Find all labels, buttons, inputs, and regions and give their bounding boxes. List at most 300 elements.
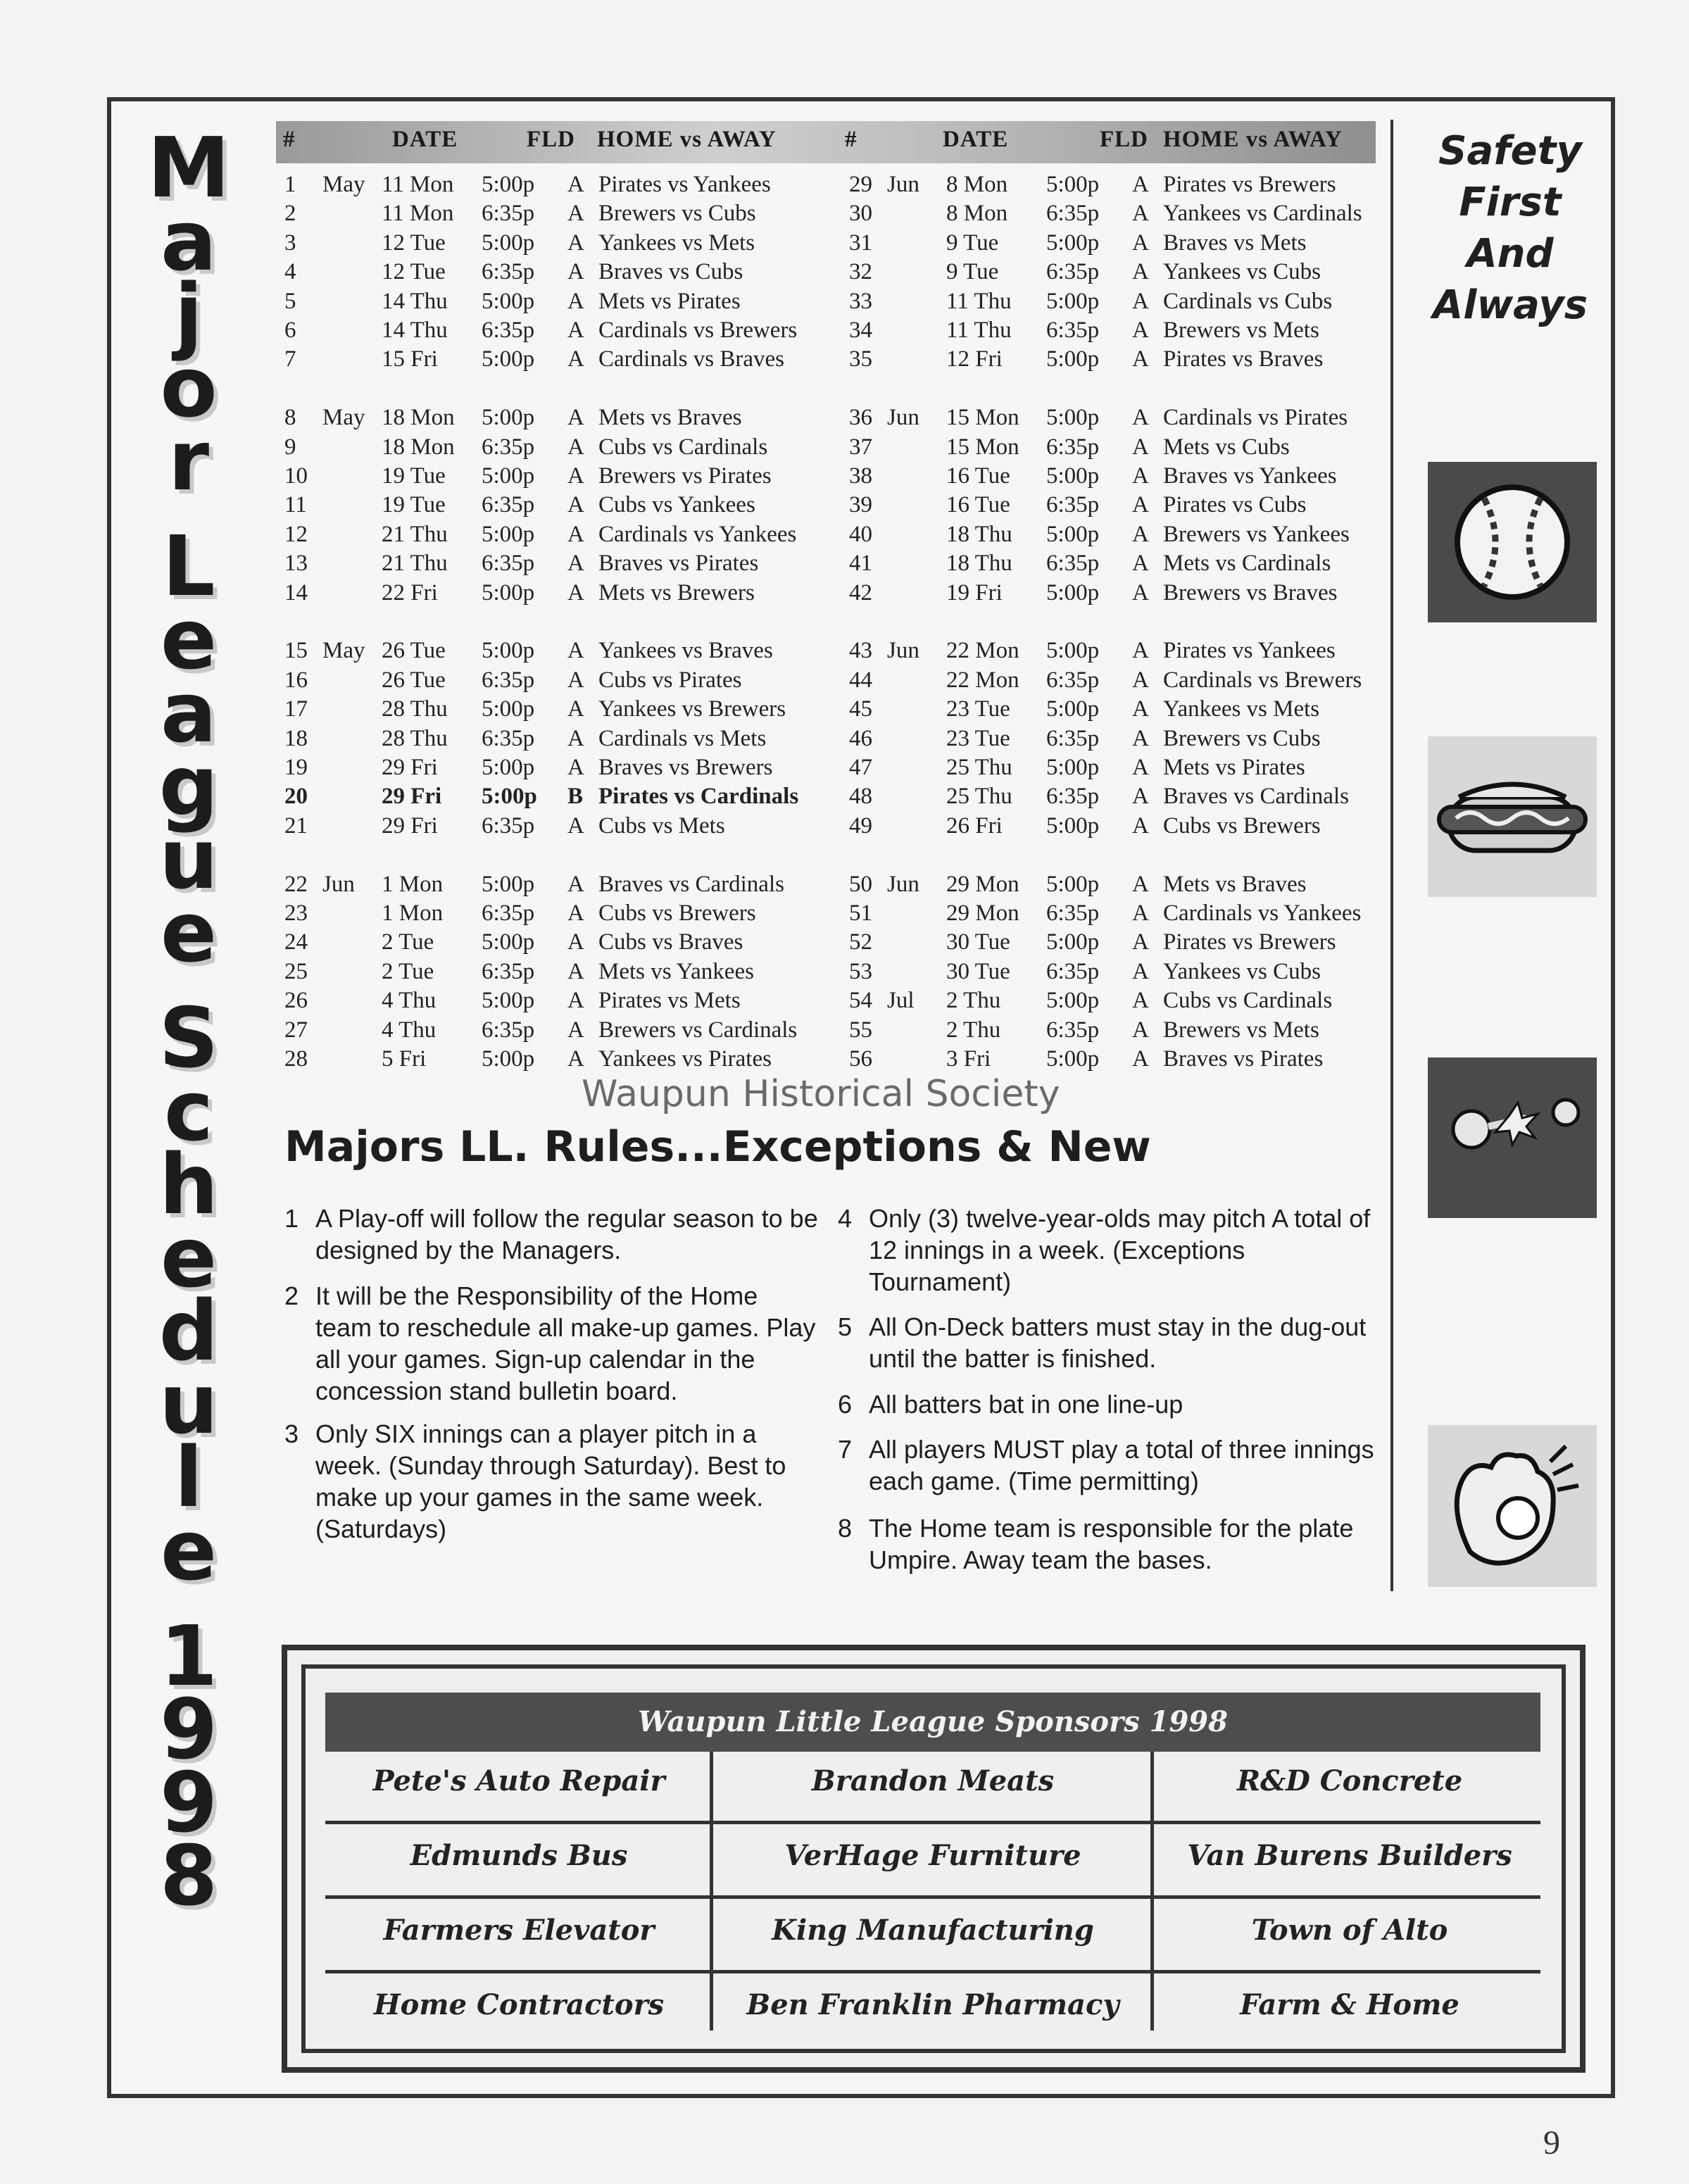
game-time: 6:35p: [1046, 725, 1100, 751]
game-field: A: [567, 958, 584, 984]
game-field: A: [1132, 929, 1149, 955]
rule-number: 3: [284, 1419, 299, 1448]
game-number: 45: [849, 696, 872, 722]
game-time: 6:35p: [1046, 259, 1100, 285]
sponsor-name: Edmunds Bus: [410, 1839, 628, 1872]
rule-item: [838, 1433, 1380, 1497]
game-matchup: Mets vs Cubs: [1163, 434, 1290, 460]
game-number: 29: [849, 172, 872, 197]
game-field: A: [567, 346, 584, 372]
game-number: 30: [849, 201, 872, 227]
header-homeaway-left: HOME vs AWAY: [597, 127, 777, 152]
game-matchup: Brewers vs Mets: [1163, 318, 1319, 343]
game-field: A: [567, 696, 584, 722]
game-matchup: Cubs vs Pirates: [598, 667, 742, 693]
game-field: A: [1132, 1017, 1149, 1043]
game-matchup: Mets vs Cardinals: [1163, 551, 1331, 577]
game-time: 5:00p: [482, 288, 535, 314]
rule-item: [838, 1388, 1380, 1420]
game-date: 18 Mon: [382, 405, 455, 431]
game-number: 56: [849, 1046, 872, 1072]
game-time: 5:00p: [482, 638, 535, 664]
game-matchup: Cardinals vs Braves: [598, 346, 784, 372]
game-field: A: [567, 434, 584, 460]
game-matchup: Braves vs Yankees: [1163, 463, 1337, 489]
title-letter: u: [158, 1355, 218, 1452]
game-matchup: Pirates vs Mets: [598, 988, 741, 1014]
rule-item: [838, 1512, 1380, 1576]
game-time: 6:35p: [1046, 958, 1100, 984]
sponsor-name: Ben Franklin Pharmacy: [746, 1988, 1119, 2021]
game-date: 26 Fri: [946, 812, 1003, 839]
game-time: 6:35p: [1046, 201, 1100, 227]
game-matchup: Brewers vs Pirates: [598, 463, 772, 489]
sponsor-name: King Manufacturing: [772, 1914, 1094, 1947]
sponsor-name: Van Burens Builders: [1187, 1839, 1512, 1872]
game-matchup: Brewers vs Yankees: [1163, 521, 1350, 547]
game-time: 5:00p: [1046, 929, 1100, 955]
game-date: 12 Tue: [382, 259, 446, 285]
title-letter: a: [161, 664, 217, 761]
safety-line: Safety: [1438, 128, 1582, 174]
game-field: A: [1132, 900, 1149, 926]
game-field: A: [1132, 755, 1149, 780]
game-field: A: [1132, 958, 1149, 984]
game-field: A: [567, 288, 584, 314]
rule-item: [838, 1311, 1380, 1374]
sponsor-name: R&D Concrete: [1236, 1764, 1463, 1797]
game-time: 6:35p: [482, 725, 535, 751]
game-date: 8 Mon: [946, 201, 1008, 227]
game-matchup: Cubs vs Braves: [598, 929, 743, 955]
game-time: 5:00p: [1046, 346, 1100, 372]
game-time: 5:00p: [482, 172, 535, 197]
game-field: A: [567, 201, 584, 227]
game-date: 2 Thu: [946, 1017, 1001, 1043]
rule-number: 8: [838, 1514, 853, 1543]
game-number: 19: [284, 755, 308, 780]
game-field: A: [567, 405, 584, 431]
glove-icon: [1428, 1425, 1597, 1587]
game-matchup: Mets vs Braves: [1163, 871, 1307, 897]
game-field: A: [1132, 579, 1149, 605]
game-matchup: Brewers vs Cubs: [598, 201, 756, 227]
game-time: 5:00p: [482, 463, 535, 489]
game-matchup: Braves vs Cardinals: [1163, 784, 1349, 810]
sponsor-divider: [325, 1895, 1540, 1899]
game-date: 11 Thu: [946, 318, 1012, 343]
game-time: 6:35p: [1046, 667, 1100, 693]
game-date: 26 Tue: [382, 667, 446, 693]
game-number: 46: [849, 725, 872, 751]
game-time: 6:35p: [1046, 318, 1100, 343]
game-field: A: [1132, 230, 1149, 256]
game-matchup: Mets vs Pirates: [1163, 755, 1305, 780]
game-number: 23: [284, 900, 308, 926]
game-number: 2: [284, 201, 296, 227]
game-month: Jun: [887, 405, 919, 431]
game-date: 22 Mon: [946, 667, 1019, 693]
game-date: 29 Mon: [946, 871, 1019, 897]
rule-number: 5: [838, 1312, 853, 1341]
game-number: 26: [284, 988, 308, 1014]
safety-line: Always: [1432, 282, 1588, 328]
game-date: 28 Thu: [382, 725, 448, 751]
game-number: 25: [284, 958, 308, 984]
title-letter: 9: [159, 1754, 218, 1851]
game-number: 44: [849, 667, 872, 693]
game-matchup: Yankees vs Braves: [598, 638, 773, 664]
game-number: 49: [849, 812, 872, 839]
rule-text: It will be the Responsibility of the Home team to reschedule all make-up games. Play all your games. Sign-up calendar in the concession stand bulletin board.: [315, 1281, 816, 1405]
game-time: 5:00p: [1046, 638, 1100, 664]
game-date: 28 Thu: [382, 696, 448, 722]
game-time: 6:35p: [482, 551, 535, 577]
game-number: 37: [849, 434, 872, 460]
game-number: 39: [849, 492, 872, 518]
game-number: 34: [849, 318, 872, 343]
rule-text: All players MUST play a total of three innings each game. (Time permitting): [869, 1435, 1374, 1495]
game-field: A: [567, 230, 584, 256]
game-matchup: Yankees vs Mets: [1163, 696, 1320, 722]
column-divider: [1390, 120, 1393, 1591]
title-letter: 8: [159, 1827, 218, 1924]
game-time: 5:00p: [482, 1046, 535, 1072]
game-matchup: Brewers vs Cubs: [1163, 725, 1321, 751]
game-number: 6: [284, 318, 296, 343]
watermark: Waupun Historical Society: [582, 1073, 1060, 1115]
rule-item: [284, 1418, 820, 1545]
game-matchup: Cardinals vs Pirates: [1163, 405, 1348, 431]
sponsor-name: Farmers Elevator: [383, 1914, 655, 1947]
game-field: A: [1132, 492, 1149, 518]
page-number: 9: [1543, 2124, 1560, 2161]
game-matchup: Cubs vs Yankees: [598, 492, 755, 518]
game-number: 51: [849, 900, 872, 926]
game-time: 6:35p: [1046, 784, 1100, 810]
game-time: 5:00p: [482, 579, 535, 605]
game-field: A: [567, 318, 584, 343]
header-fld-left: FLD: [527, 127, 575, 152]
rule-text: Only (3) twelve-year-olds may pitch A total of 12 innings in a week. (Exceptions Tournament): [869, 1204, 1371, 1296]
game-month: Jun: [322, 871, 355, 897]
game-number: 16: [284, 667, 308, 693]
game-time: 6:35p: [482, 259, 535, 285]
game-time: 6:35p: [482, 812, 535, 839]
game-field: A: [1132, 725, 1149, 751]
game-time: 6:35p: [1046, 551, 1100, 577]
game-date: 18 Thu: [946, 551, 1012, 577]
game-field: A: [1132, 259, 1149, 285]
game-date: 2 Thu: [946, 988, 1001, 1014]
sponsor-name: Brandon Meats: [811, 1764, 1055, 1797]
game-field: A: [1132, 463, 1149, 489]
game-matchup: Brewers vs Braves: [1163, 579, 1338, 605]
header-num-left: #: [283, 127, 296, 152]
game-time: 5:00p: [482, 696, 535, 722]
game-date: 22 Mon: [946, 638, 1019, 664]
game-matchup: Braves vs Cardinals: [598, 871, 784, 897]
game-matchup: Brewers vs Cardinals: [598, 1017, 798, 1043]
game-time: 6:35p: [482, 1017, 535, 1043]
game-time: 5:00p: [482, 230, 535, 256]
game-date: 29 Fri: [382, 755, 438, 780]
header-date-right: DATE: [943, 127, 1009, 152]
game-date: 21 Thu: [382, 551, 448, 577]
rules-title: Majors LL. Rules...Exceptions & New: [284, 1122, 1151, 1172]
safety-line: First: [1459, 180, 1562, 225]
game-number: 10: [284, 463, 308, 489]
game-date: 30 Tue: [946, 958, 1010, 984]
game-time: 5:00p: [482, 929, 535, 955]
game-date: 15 Mon: [946, 434, 1019, 460]
game-date: 25 Thu: [946, 784, 1012, 810]
game-time: 6:35p: [482, 492, 535, 518]
game-matchup: Cardinals vs Cubs: [1163, 288, 1333, 314]
game-field: A: [1132, 434, 1149, 460]
header-date-left: DATE: [392, 127, 458, 152]
game-number: 7: [284, 346, 296, 372]
game-matchup: Brewers vs Mets: [1163, 1017, 1319, 1043]
schedule-header: [276, 121, 1376, 163]
game-field: A: [567, 812, 584, 839]
game-matchup: Braves vs Pirates: [598, 551, 759, 577]
game-number: 28: [284, 1046, 308, 1072]
rule-item: [838, 1203, 1380, 1298]
title-letter: o: [160, 339, 218, 436]
game-matchup: Cardinals vs Brewers: [598, 318, 798, 343]
game-date: 3 Fri: [946, 1046, 991, 1072]
game-matchup: Mets vs Pirates: [598, 288, 741, 314]
title-letter: 9: [159, 1681, 218, 1778]
game-field: A: [1132, 346, 1149, 372]
game-number: 12: [284, 521, 308, 547]
game-matchup: Cardinals vs Yankees: [1163, 900, 1362, 926]
game-matchup: Cardinals vs Yankees: [598, 521, 797, 547]
batted-ball-icon: [1428, 1058, 1597, 1218]
game-number: 1: [284, 172, 296, 197]
game-matchup: Cubs vs Brewers: [598, 900, 756, 926]
game-month: Jul: [887, 988, 915, 1014]
game-number: 41: [849, 551, 872, 577]
game-date: 5 Fri: [382, 1046, 427, 1072]
game-date: 9 Tue: [946, 259, 999, 285]
game-time: 6:35p: [482, 434, 535, 460]
game-field: A: [567, 492, 584, 518]
game-field: A: [567, 463, 584, 489]
game-matchup: Mets vs Braves: [598, 405, 742, 431]
game-time: 5:00p: [1046, 812, 1100, 839]
game-date: 23 Tue: [946, 725, 1010, 751]
game-number: 17: [284, 696, 308, 722]
game-number: 35: [849, 346, 872, 372]
game-field: A: [1132, 201, 1149, 227]
game-month: Jun: [887, 871, 919, 897]
hotdog-icon: [1428, 736, 1597, 897]
game-matchup: Yankees vs Brewers: [598, 696, 786, 722]
sponsors-title: Waupun Little League Sponsors 1998: [638, 1705, 1228, 1738]
game-number: 54: [849, 988, 872, 1014]
game-field: A: [567, 172, 584, 197]
game-number: 3: [284, 230, 296, 256]
game-date: 2 Tue: [382, 958, 434, 984]
game-date: 2 Tue: [382, 929, 434, 955]
header-homeaway-right: HOME vs AWAY: [1163, 127, 1343, 152]
game-time: 6:35p: [482, 318, 535, 343]
game-field: A: [1132, 405, 1149, 431]
title-letter: l: [174, 1429, 203, 1526]
game-matchup: Cardinals vs Mets: [598, 725, 767, 751]
game-date: 19 Fri: [946, 579, 1003, 605]
game-field: A: [1132, 812, 1149, 839]
game-month: Jun: [887, 638, 919, 664]
game-date: 19 Tue: [382, 492, 446, 518]
game-matchup: Pirates vs Yankees: [598, 172, 771, 197]
game-field: A: [1132, 288, 1149, 314]
game-number: 24: [284, 929, 308, 955]
game-number: 40: [849, 521, 872, 547]
game-matchup: Cardinals vs Brewers: [1163, 667, 1362, 693]
title-letter: e: [160, 1209, 218, 1306]
header-fld-right: FLD: [1100, 127, 1148, 152]
sponsor-divider: [325, 1970, 1540, 1973]
game-date: 19 Tue: [382, 463, 446, 489]
game-time: 6:35p: [1046, 900, 1100, 926]
game-matchup: Mets vs Yankees: [598, 958, 754, 984]
game-date: 1 Mon: [382, 900, 444, 926]
game-matchup: Cubs vs Cardinals: [1163, 988, 1333, 1014]
game-field: A: [1132, 784, 1149, 810]
game-time: 5:00p: [1046, 696, 1100, 722]
game-date: 4 Thu: [382, 988, 437, 1014]
game-date: 1 Mon: [382, 871, 444, 897]
game-time: 5:00p: [1046, 871, 1100, 897]
game-field: A: [567, 929, 584, 955]
game-matchup: Braves vs Cubs: [598, 259, 743, 285]
game-matchup: Pirates vs Braves: [1163, 346, 1324, 372]
game-date: 18 Thu: [946, 521, 1012, 547]
game-time: 5:00p: [1046, 579, 1100, 605]
game-time: 5:00p: [482, 346, 535, 372]
game-number: 27: [284, 1017, 308, 1043]
title-letter: 1: [159, 1607, 218, 1705]
game-number: 5: [284, 288, 296, 314]
rule-text: All batters bat in one line-up: [869, 1390, 1183, 1419]
game-time: 6:35p: [1046, 492, 1100, 518]
game-field: A: [567, 638, 584, 664]
game-matchup: Pirates vs Brewers: [1163, 929, 1336, 955]
game-matchup: Braves vs Brewers: [598, 755, 773, 780]
game-date: 4 Thu: [382, 1017, 437, 1043]
rule-item: [284, 1280, 820, 1407]
title-letter: S: [158, 989, 219, 1086]
game-field: A: [1132, 551, 1149, 577]
game-time: 6:35p: [1046, 434, 1100, 460]
game-date: 11 Mon: [382, 172, 454, 197]
safety-slogan: [1415, 125, 1605, 331]
game-matchup: Yankees vs Mets: [598, 230, 755, 256]
game-matchup: Cubs vs Mets: [598, 812, 725, 839]
sponsor-name: Home Contractors: [373, 1988, 665, 2021]
game-time: 5:00p: [1046, 405, 1100, 431]
game-field: A: [1132, 318, 1149, 343]
game-field: A: [567, 1017, 584, 1043]
game-matchup: Pirates vs Brewers: [1163, 172, 1336, 197]
game-date: 15 Mon: [946, 405, 1019, 431]
game-number: 33: [849, 288, 872, 314]
game-number: 13: [284, 551, 308, 577]
game-date: 21 Thu: [382, 521, 448, 547]
title-letter: e: [160, 591, 218, 688]
game-date: 16 Tue: [946, 463, 1010, 489]
game-number: 31: [849, 230, 872, 256]
game-time: 5:00p: [482, 871, 535, 897]
game-field: A: [1132, 1046, 1149, 1072]
game-time: 6:35p: [482, 201, 535, 227]
game-number: 43: [849, 638, 872, 664]
game-field: A: [567, 259, 584, 285]
sponsor-divider: [325, 1821, 1540, 1824]
game-field: A: [567, 725, 584, 751]
game-field: A: [1132, 172, 1149, 197]
game-number: 21: [284, 812, 308, 839]
game-matchup: Pirates vs Cardinals: [598, 784, 799, 810]
game-field: A: [1132, 988, 1149, 1014]
game-date: 23 Tue: [946, 696, 1010, 722]
game-date: 11 Thu: [946, 288, 1012, 314]
title-letter: u: [158, 810, 218, 908]
game-date: 18 Mon: [382, 434, 455, 460]
sponsor-name: Farm & Home: [1240, 1988, 1459, 2021]
game-time: 5:00p: [1046, 288, 1100, 314]
game-time: 5:00p: [482, 405, 535, 431]
rule-number: 2: [284, 1281, 299, 1310]
title-letter: r: [168, 412, 210, 509]
game-field: A: [567, 755, 584, 780]
game-number: 8: [284, 405, 296, 431]
game-number: 52: [849, 929, 872, 955]
game-number: 20: [284, 784, 308, 810]
game-field: A: [1132, 667, 1149, 693]
game-field: A: [1132, 521, 1149, 547]
game-time: 5:00p: [1046, 172, 1100, 197]
sponsor-name: Town of Alto: [1251, 1914, 1448, 1947]
title-letter: a: [161, 192, 217, 289]
game-field: A: [567, 871, 584, 897]
sponsor-name: Pete's Auto Repair: [372, 1764, 665, 1797]
game-date: 15 Fri: [382, 346, 438, 372]
game-time: 5:00p: [1046, 463, 1100, 489]
game-field: A: [1132, 696, 1149, 722]
game-date: 30 Tue: [946, 929, 1010, 955]
game-field: A: [567, 521, 584, 547]
game-number: 38: [849, 463, 872, 489]
title-letter: h: [158, 1136, 218, 1233]
game-number: 42: [849, 579, 872, 605]
rule-text: A Play-off will follow the regular season to be designed by the Managers.: [315, 1204, 818, 1264]
game-time: 6:35p: [482, 900, 535, 926]
game-time: 5:00p: [1046, 521, 1100, 547]
game-matchup: Cubs vs Cardinals: [598, 434, 768, 460]
game-date: 12 Tue: [382, 230, 446, 256]
title-letter: g: [158, 737, 219, 834]
game-field: A: [567, 667, 584, 693]
game-number: 50: [849, 871, 872, 897]
game-field: A: [567, 900, 584, 926]
game-field: A: [567, 988, 584, 1014]
game-matchup: Pirates vs Cubs: [1163, 492, 1307, 518]
game-matchup: Yankees vs Cubs: [1163, 958, 1321, 984]
